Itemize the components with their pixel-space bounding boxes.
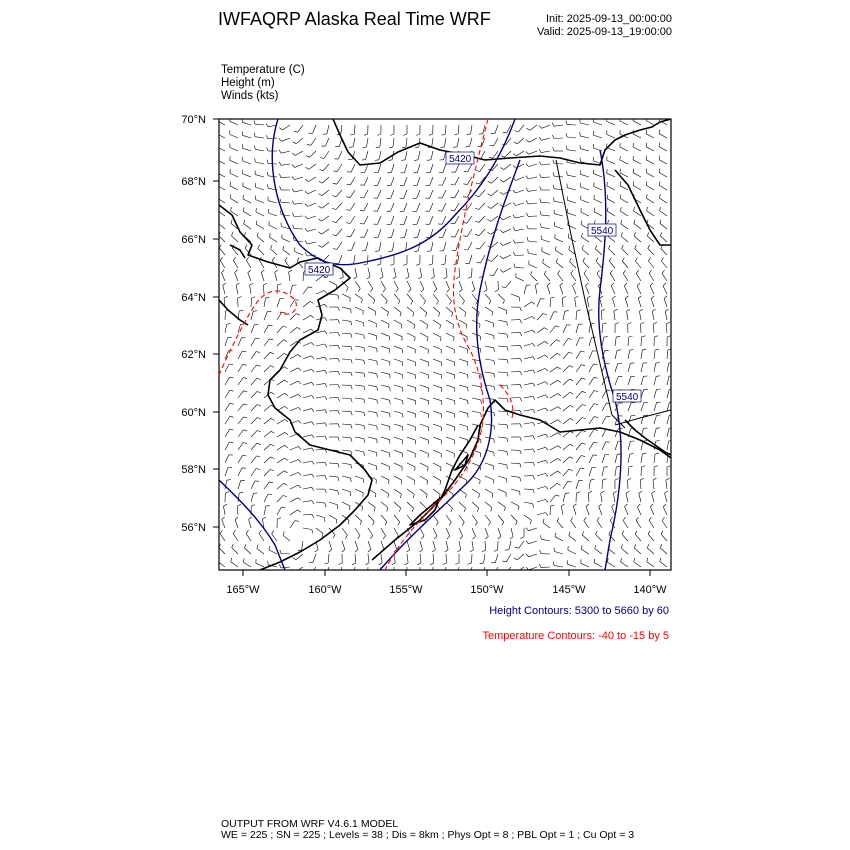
contour-label-text: 5540 [616, 392, 639, 403]
lon-label: 140°W [633, 584, 667, 596]
temperature-contour-note: Temperature Contours: -40 to -15 by 5 [482, 630, 669, 642]
init-time: Init: 2025-09-13_00:00:00 [546, 13, 672, 25]
lat-label: 70°N [181, 114, 206, 126]
contour-label-5540-b [613, 390, 641, 403]
lat-label: 56°N [181, 522, 206, 534]
lon-label: 150°W [470, 584, 504, 596]
lon-label: 160°W [308, 584, 342, 596]
lat-label: 60°N [181, 407, 206, 419]
lon-label: 155°W [389, 584, 423, 596]
lat-label: 62°N [181, 349, 206, 361]
lat-label: 58°N [181, 464, 206, 476]
plot-frame [219, 119, 671, 570]
lon-label: 145°W [552, 584, 586, 596]
lat-label: 64°N [181, 292, 206, 304]
model-config: WE = 225 ; SN = 225 ; Levels = 38 ; Dis = 8km ; Phys Opt = 8 ; PBL Opt = 1 ; Cu Opt = 3 [221, 829, 635, 841]
lon-label: 165°W [226, 584, 260, 596]
lat-label: 68°N [181, 176, 206, 188]
contour-label-text: 5540 [591, 226, 614, 237]
legend-temperature: Temperature (C) [221, 64, 305, 76]
valid-time: Valid: 2025-09-13_19:00:00 [537, 26, 672, 38]
contour-label-5420-a [446, 152, 474, 165]
model-info: OUTPUT FROM WRF V4.6.1 MODEL [221, 818, 399, 830]
lon-axis [243, 570, 650, 576]
height-contour-note: Height Contours: 5300 to 5660 by 60 [489, 605, 669, 617]
contour-label-text: 5420 [308, 265, 331, 276]
map-title: IWFAQRP Alaska Real Time WRF [218, 9, 491, 29]
lat-axis [213, 119, 219, 527]
legend-winds: Winds (kts) [221, 90, 279, 102]
contour-label-5540-a [588, 224, 616, 237]
contour-label-5420-b [305, 263, 333, 276]
lat-label: 66°N [181, 234, 206, 246]
contour-label-text: 5420 [449, 154, 472, 165]
legend-height: Height (m) [221, 77, 275, 89]
